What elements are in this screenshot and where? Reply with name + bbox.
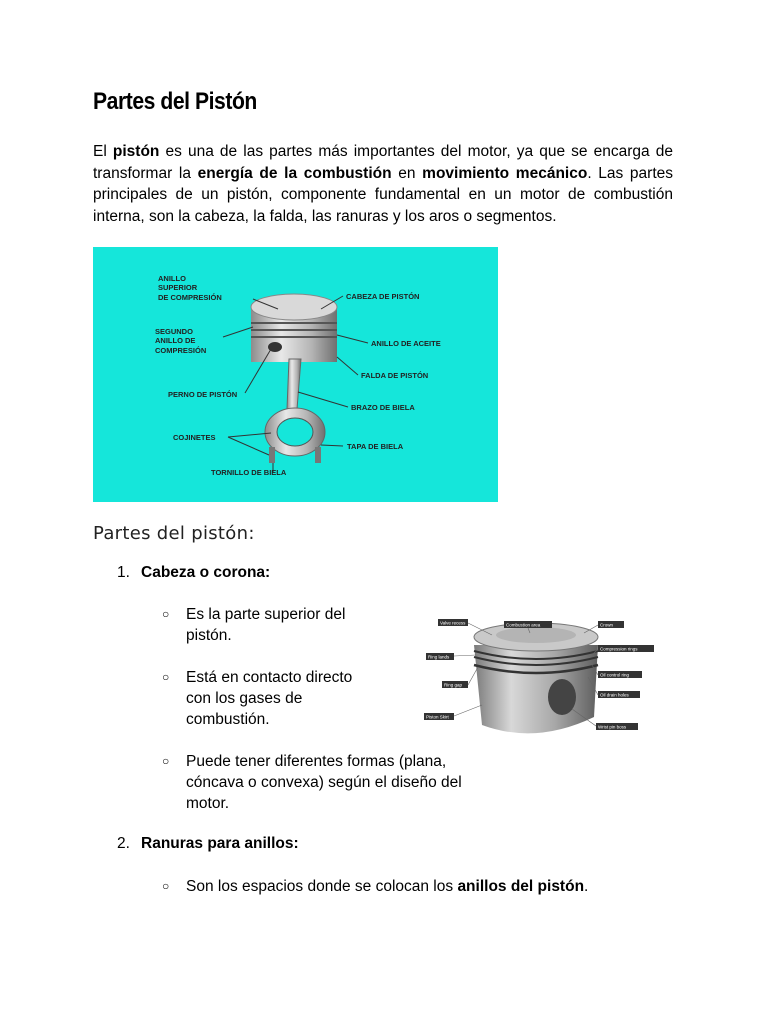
bullet-text-part: Son los espacios donde se colocan los xyxy=(186,878,458,895)
intro-paragraph xyxy=(93,141,673,227)
intro-text: . Las partes principales de un pistón, componente fundamental en un motor de combustión interna, son la cabeza, la falda, las ranuras y los aros o segmentos. xyxy=(93,164,674,225)
intro-text: es una de las partes más importantes del motor, ya que se encarga de transformar la xyxy=(93,143,674,182)
intro-bold-motion: movimiento mecánico xyxy=(422,164,588,182)
label-compression-rings: Compression rings xyxy=(600,646,638,652)
piston-photo-diagram xyxy=(412,605,664,755)
label-anillo-superior-3: DE COMPRESIÓN xyxy=(158,293,222,302)
list-item-label: Cabeza o corona: xyxy=(141,564,271,581)
label-segundo-anillo-3: COMPRESIÓN xyxy=(155,346,207,355)
section-subtitle: Partes del pistón: xyxy=(93,523,255,544)
label-ring-lands: Ring lands xyxy=(428,654,450,660)
label-segundo-anillo-2: ANILLO DE xyxy=(155,336,196,345)
piston-labeled-photo xyxy=(412,605,664,755)
label-combustion-area: Combustion area xyxy=(506,622,541,628)
list-number: 1. xyxy=(117,564,130,581)
hollow-bullet-icon: ○ xyxy=(162,607,170,621)
list-number: 2. xyxy=(117,835,130,852)
label-oil-drain-holes: Oil drain holes xyxy=(600,692,629,698)
list-item-label: Ranuras para anillos: xyxy=(141,835,299,852)
bullet-text xyxy=(186,876,666,897)
piston-diagram xyxy=(93,247,498,502)
label-cojinetes: COJINETES xyxy=(173,433,216,442)
label-anillo-superior-1: ANILLO xyxy=(158,274,186,283)
intro-bold-energy: energía de la combustión xyxy=(197,164,392,182)
intro-bold-piston: pistón xyxy=(112,143,160,160)
piston-illustration xyxy=(474,623,598,733)
label-segundo-anillo-1: SEGUNDO xyxy=(155,327,193,336)
hollow-bullet-icon: ○ xyxy=(162,879,170,893)
list-item-1 xyxy=(117,564,270,582)
label-piston-skirt: Piston Skirt xyxy=(426,714,449,720)
label-tapa: TAPA DE BIELA xyxy=(347,442,404,451)
page-title: Partes del Pistón xyxy=(93,88,257,115)
hollow-bullet-icon: ○ xyxy=(162,754,170,768)
hollow-bullet-icon: ○ xyxy=(162,670,170,684)
label-oil-control-ring: Oil control ring xyxy=(600,672,630,678)
bullet-text-part: . xyxy=(584,878,589,895)
bullet-text: Puede tener diferentes formas (plana, cóncava o convexa) según el diseño del motor. xyxy=(186,753,462,812)
bullet-text: Está en contacto directo con los gases de combustión. xyxy=(186,669,353,728)
piston-diagram-figure xyxy=(93,247,498,502)
label-tornillo: TORNILLO DE BIELA xyxy=(211,468,287,477)
label-crown: Crown xyxy=(600,622,614,628)
bullet-text: Es la parte superior del pistón. xyxy=(186,606,346,644)
label-anillo-aceite: ANILLO DE ACEITE xyxy=(371,339,441,348)
label-valve-recess: Valve recess xyxy=(440,620,466,626)
label-perno: PERNO DE PISTÓN xyxy=(168,390,238,399)
bullet-bold-rings: anillos del pistón xyxy=(457,878,585,895)
label-anillo-superior-2: SUPERIOR xyxy=(158,283,198,292)
label-ring-gap: Ring gap xyxy=(444,682,463,688)
label-cabeza: CABEZA DE PISTÓN xyxy=(346,292,420,301)
label-wrist-pin-boss: Wrist pin boss xyxy=(598,724,627,730)
list-item-2 xyxy=(117,835,299,853)
label-falda: FALDA DE PISTÓN xyxy=(361,371,429,380)
piston-illustration xyxy=(251,294,337,463)
intro-text: El xyxy=(93,143,113,160)
label-brazo: BRAZO DE BIELA xyxy=(351,403,415,412)
intro-text: en xyxy=(391,164,423,182)
